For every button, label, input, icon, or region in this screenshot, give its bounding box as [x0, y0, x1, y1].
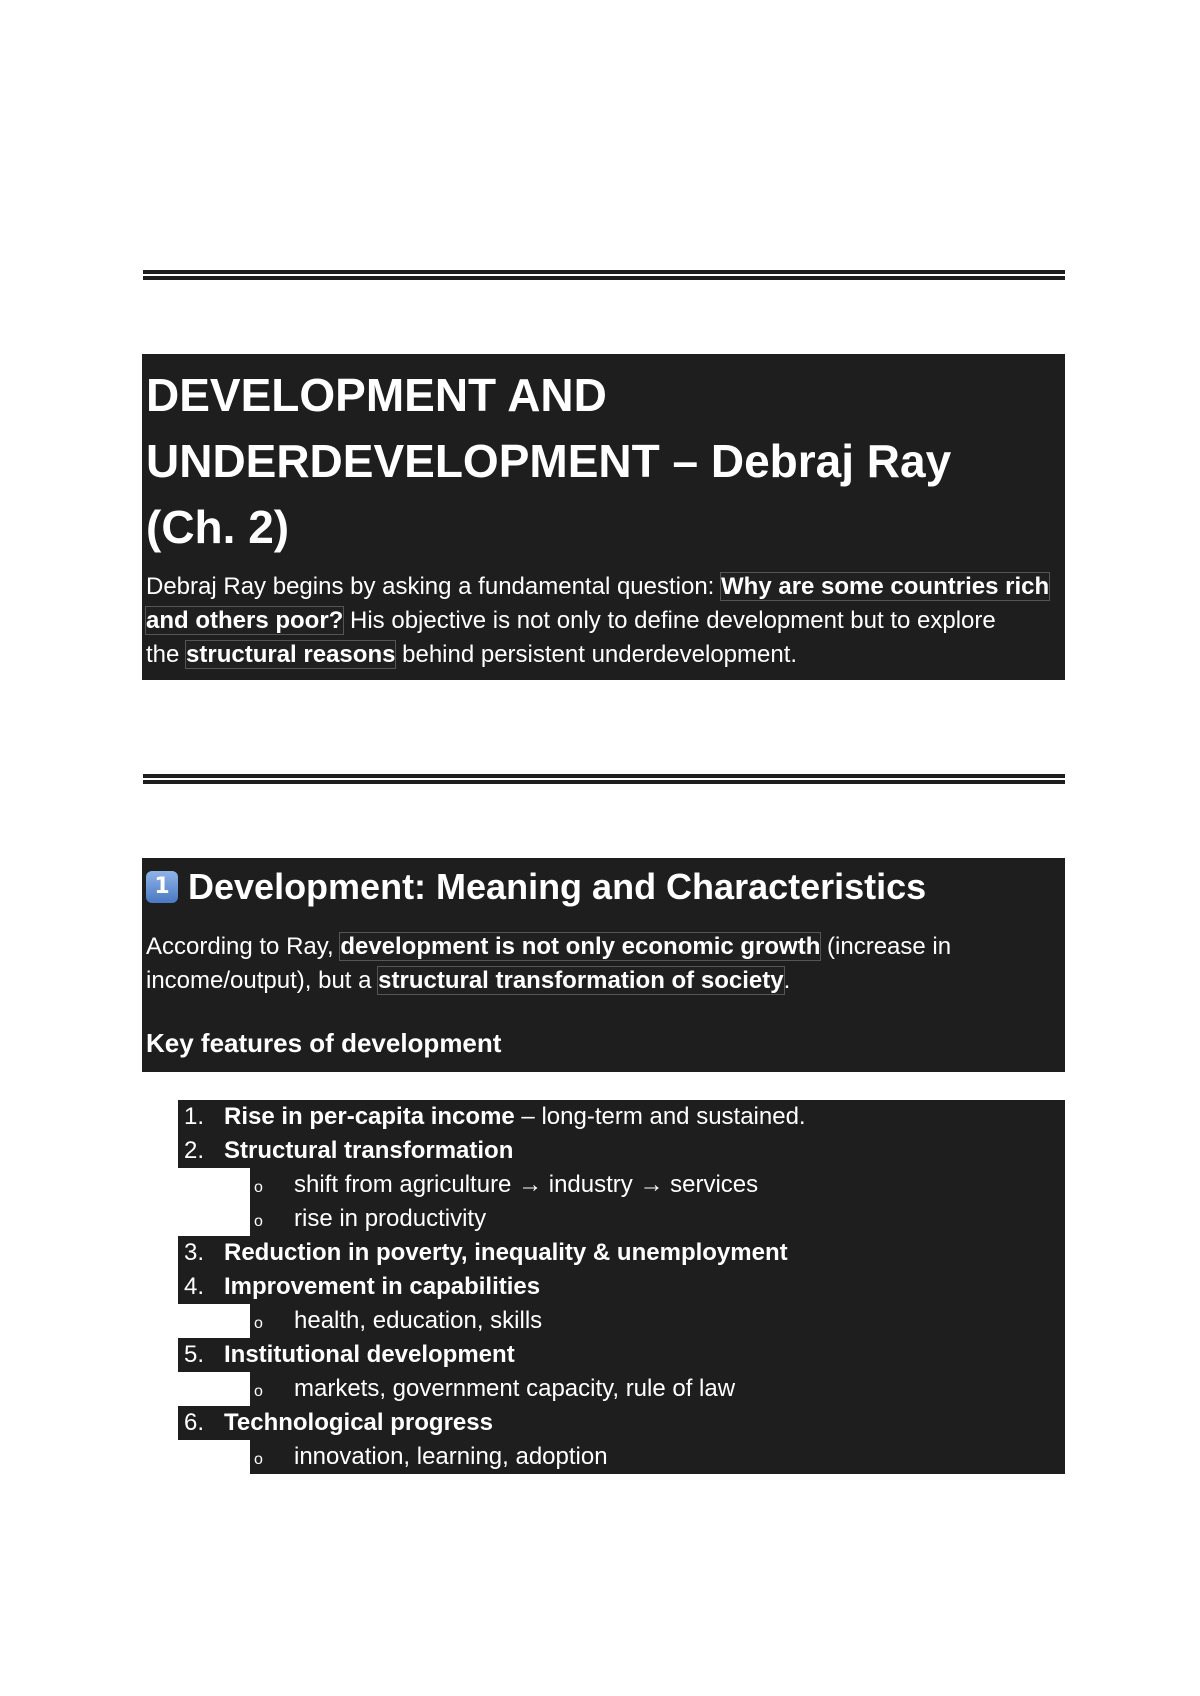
list-item: 4. Improvement in capabilities: [178, 1270, 1065, 1304]
section1-paragraph: According to Ray, development is not only economic growth (increase in income/output), but a structural transformation of society.: [146, 933, 952, 994]
bullet-icon: o: [254, 1451, 263, 1468]
page-title-line1: DEVELOPMENT AND: [146, 369, 607, 421]
list-item: 5. Institutional development: [178, 1338, 1065, 1372]
intro-question: Why are some countries rich: [721, 573, 1050, 600]
key-features-heading: Key features of development: [146, 1028, 502, 1058]
title-block: [142, 354, 1065, 680]
top-divider: [143, 270, 1065, 280]
list-item: 1. Rise in per-capita income – long-term and sustained.: [178, 1100, 1065, 1134]
bullet-icon: o: [254, 1213, 263, 1230]
list-item: 6. Technological progress: [178, 1406, 1065, 1440]
bullet-icon: o: [254, 1315, 263, 1332]
list-item: 2. Structural transformation: [178, 1134, 1065, 1168]
list-item: 3. Reduction in poverty, inequality & unemployment: [178, 1236, 1065, 1270]
sub-list-item: o shift from agriculture → industry → services: [250, 1168, 1065, 1202]
sub-list-item: o health, education, skills: [250, 1304, 1065, 1338]
page-title-line3: (Ch. 2): [146, 501, 290, 553]
intro-paragraph: Debraj Ray begins by asking a fundamental question: Why are some countries rich and others poor? His objective is not only to define development but to explore the structural reasons behind persistent underdevelopment.: [146, 573, 1050, 668]
sub-list-item: o markets, government capacity, rule of law: [250, 1372, 1065, 1406]
section1-heading: 1 Development: Meaning and Characteristics: [142, 862, 1065, 912]
keycap-one-icon: 1: [146, 871, 178, 903]
bullet-icon: o: [254, 1179, 263, 1196]
page-title-line2: UNDERDEVELOPMENT – Debraj Ray: [146, 435, 952, 487]
section1-block: [142, 858, 1065, 1072]
bullet-icon: o: [254, 1383, 263, 1400]
middle-divider: [143, 774, 1065, 784]
sub-list-item: o innovation, learning, adoption: [250, 1440, 1065, 1474]
sub-list-item: o rise in productivity: [250, 1202, 1065, 1236]
